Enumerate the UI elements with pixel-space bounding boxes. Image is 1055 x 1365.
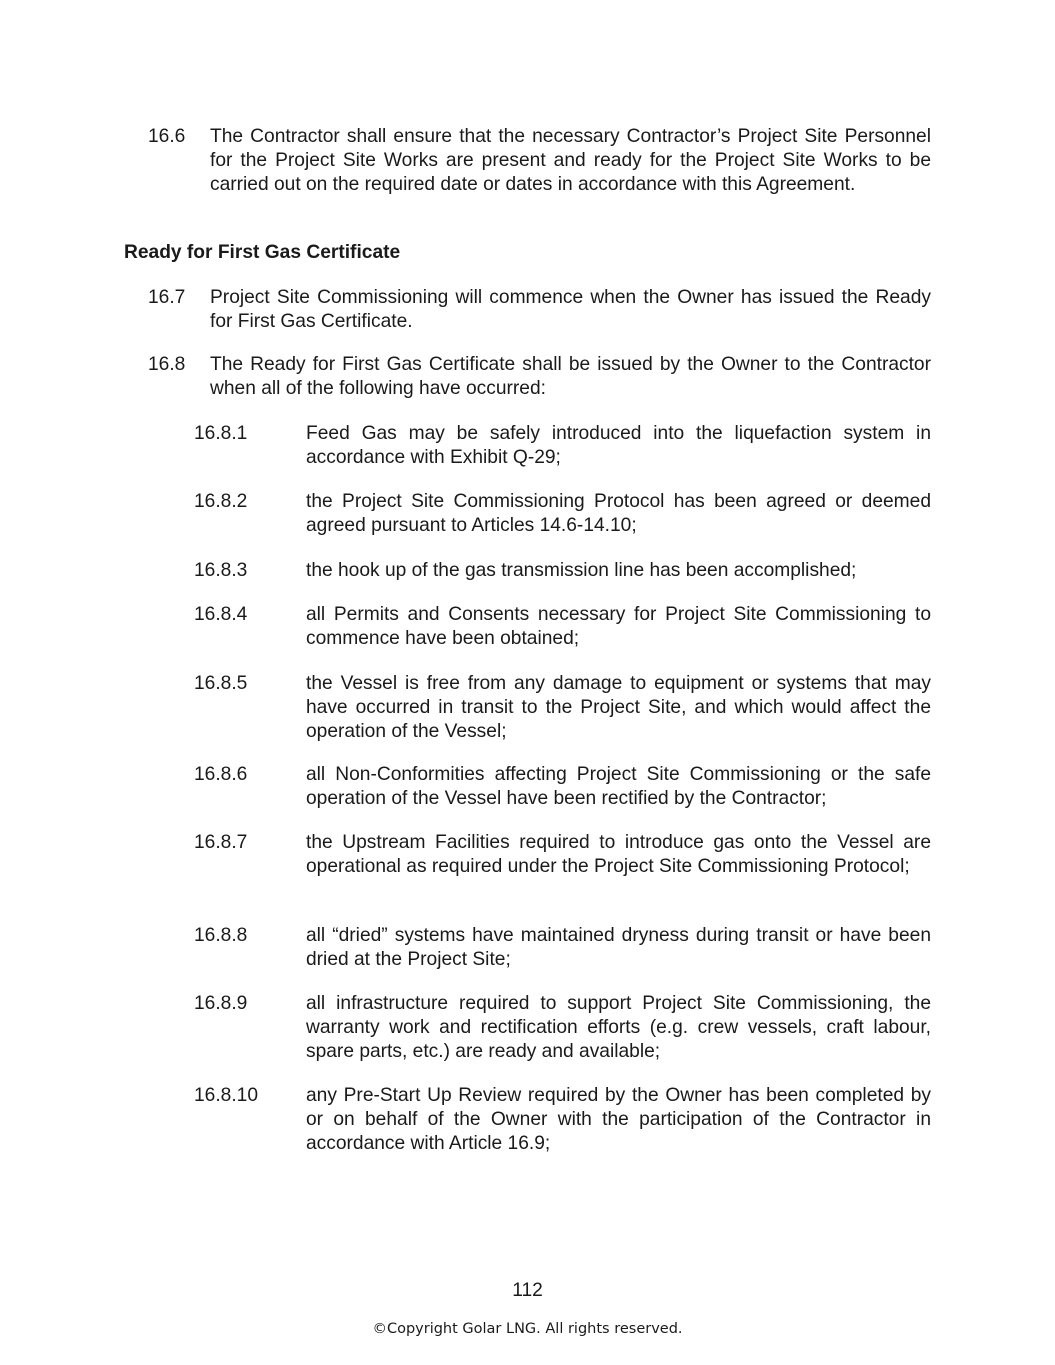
subclause-number: 16.8.10 <box>194 1085 259 1106</box>
clause-text: Project Site Commissioning will commence when the Owner has issued the Ready for First Gas Certificate. <box>210 287 931 332</box>
subclause-16-8-6 <box>194 763 931 811</box>
subclause-16-8-3 <box>194 559 931 583</box>
subclause-text: the Project Site Commissioning Protocol has been agreed or deemed agreed pursuant to Articles 14.6-14.10; <box>306 491 931 536</box>
subclause-16-8-1 <box>194 422 931 470</box>
subclause-text: the Upstream Facilities required to introduce gas onto the Vessel are operational as required under the Project Site Commissioning Protocol; <box>306 832 931 877</box>
subclause-number: 16.8.5 <box>194 673 248 694</box>
clause-number: 16.7 <box>148 287 186 308</box>
subclause-16-8-4 <box>194 603 931 651</box>
subclause-number: 16.8.6 <box>194 764 248 785</box>
subclause-text: Feed Gas may be safely introduced into the liquefaction system in accordance with Exhibit Q-29; <box>306 423 931 468</box>
subclause-number: 16.8.9 <box>194 993 248 1014</box>
subclause-16-8-7 <box>194 831 931 879</box>
subclause-16-8-9 <box>194 992 931 1064</box>
clause-number: 16.6 <box>148 126 186 147</box>
copyright-notice: ©Copyright Golar LNG. All rights reserved. <box>372 1321 683 1337</box>
clause-16-7 <box>148 286 931 334</box>
clause-16-6 <box>148 125 931 197</box>
subclause-text: the hook up of the gas transmission line has been accomplished; <box>306 560 857 581</box>
subclause-text: all Non-Conformities affecting Project Site Commissioning or the safe operation of the Vessel have been rectified by the Contractor; <box>306 764 931 809</box>
subclause-16-8-8 <box>194 924 931 972</box>
subclause-number: 16.8.1 <box>194 423 248 444</box>
clause-text: The Contractor shall ensure that the necessary Contractor’s Project Site Personnel for the Project Site Works are present and ready for the Project Site Works to be carried out on the required date or dates in accordance with this Agreement. <box>210 126 931 195</box>
clause-text: The Ready for First Gas Certificate shall be issued by the Owner to the Contractor when all of the following have occurred: <box>210 354 931 399</box>
clause-number: 16.8 <box>148 354 186 375</box>
section-heading: Ready for First Gas Certificate <box>124 242 401 263</box>
page-number: 112 <box>512 1280 543 1301</box>
clause-16-8 <box>148 353 931 401</box>
subclause-number: 16.8.7 <box>194 832 248 853</box>
subclause-number: 16.8.3 <box>194 560 248 581</box>
subclause-number: 16.8.2 <box>194 491 248 512</box>
subclause-text: all Permits and Consents necessary for Project Site Commissioning to commence have been obtained; <box>306 604 931 649</box>
subclause-number: 16.8.8 <box>194 925 248 946</box>
subclause-text: all “dried” systems have maintained dryness during transit or have been dried at the Project Site; <box>306 925 931 970</box>
subclause-16-8-5 <box>194 672 931 744</box>
subclause-text: any Pre-Start Up Review required by the Owner has been completed by or on behalf of the Owner with the participation of the Contractor in accordance with Article 16.9; <box>306 1085 931 1154</box>
subclause-number: 16.8.4 <box>194 604 248 625</box>
subclause-text: all infrastructure required to support Project Site Commissioning, the warranty work and rectification efforts (e.g. crew vessels, craft labour, spare parts, etc.) are ready and available; <box>306 993 931 1062</box>
subclause-16-8-10 <box>194 1084 931 1156</box>
subclause-16-8-2 <box>194 490 931 538</box>
subclause-text: the Vessel is free from any damage to equipment or systems that may have occurred in transit to the Project Site, and which would affect the operation of the Vessel; <box>306 673 931 742</box>
